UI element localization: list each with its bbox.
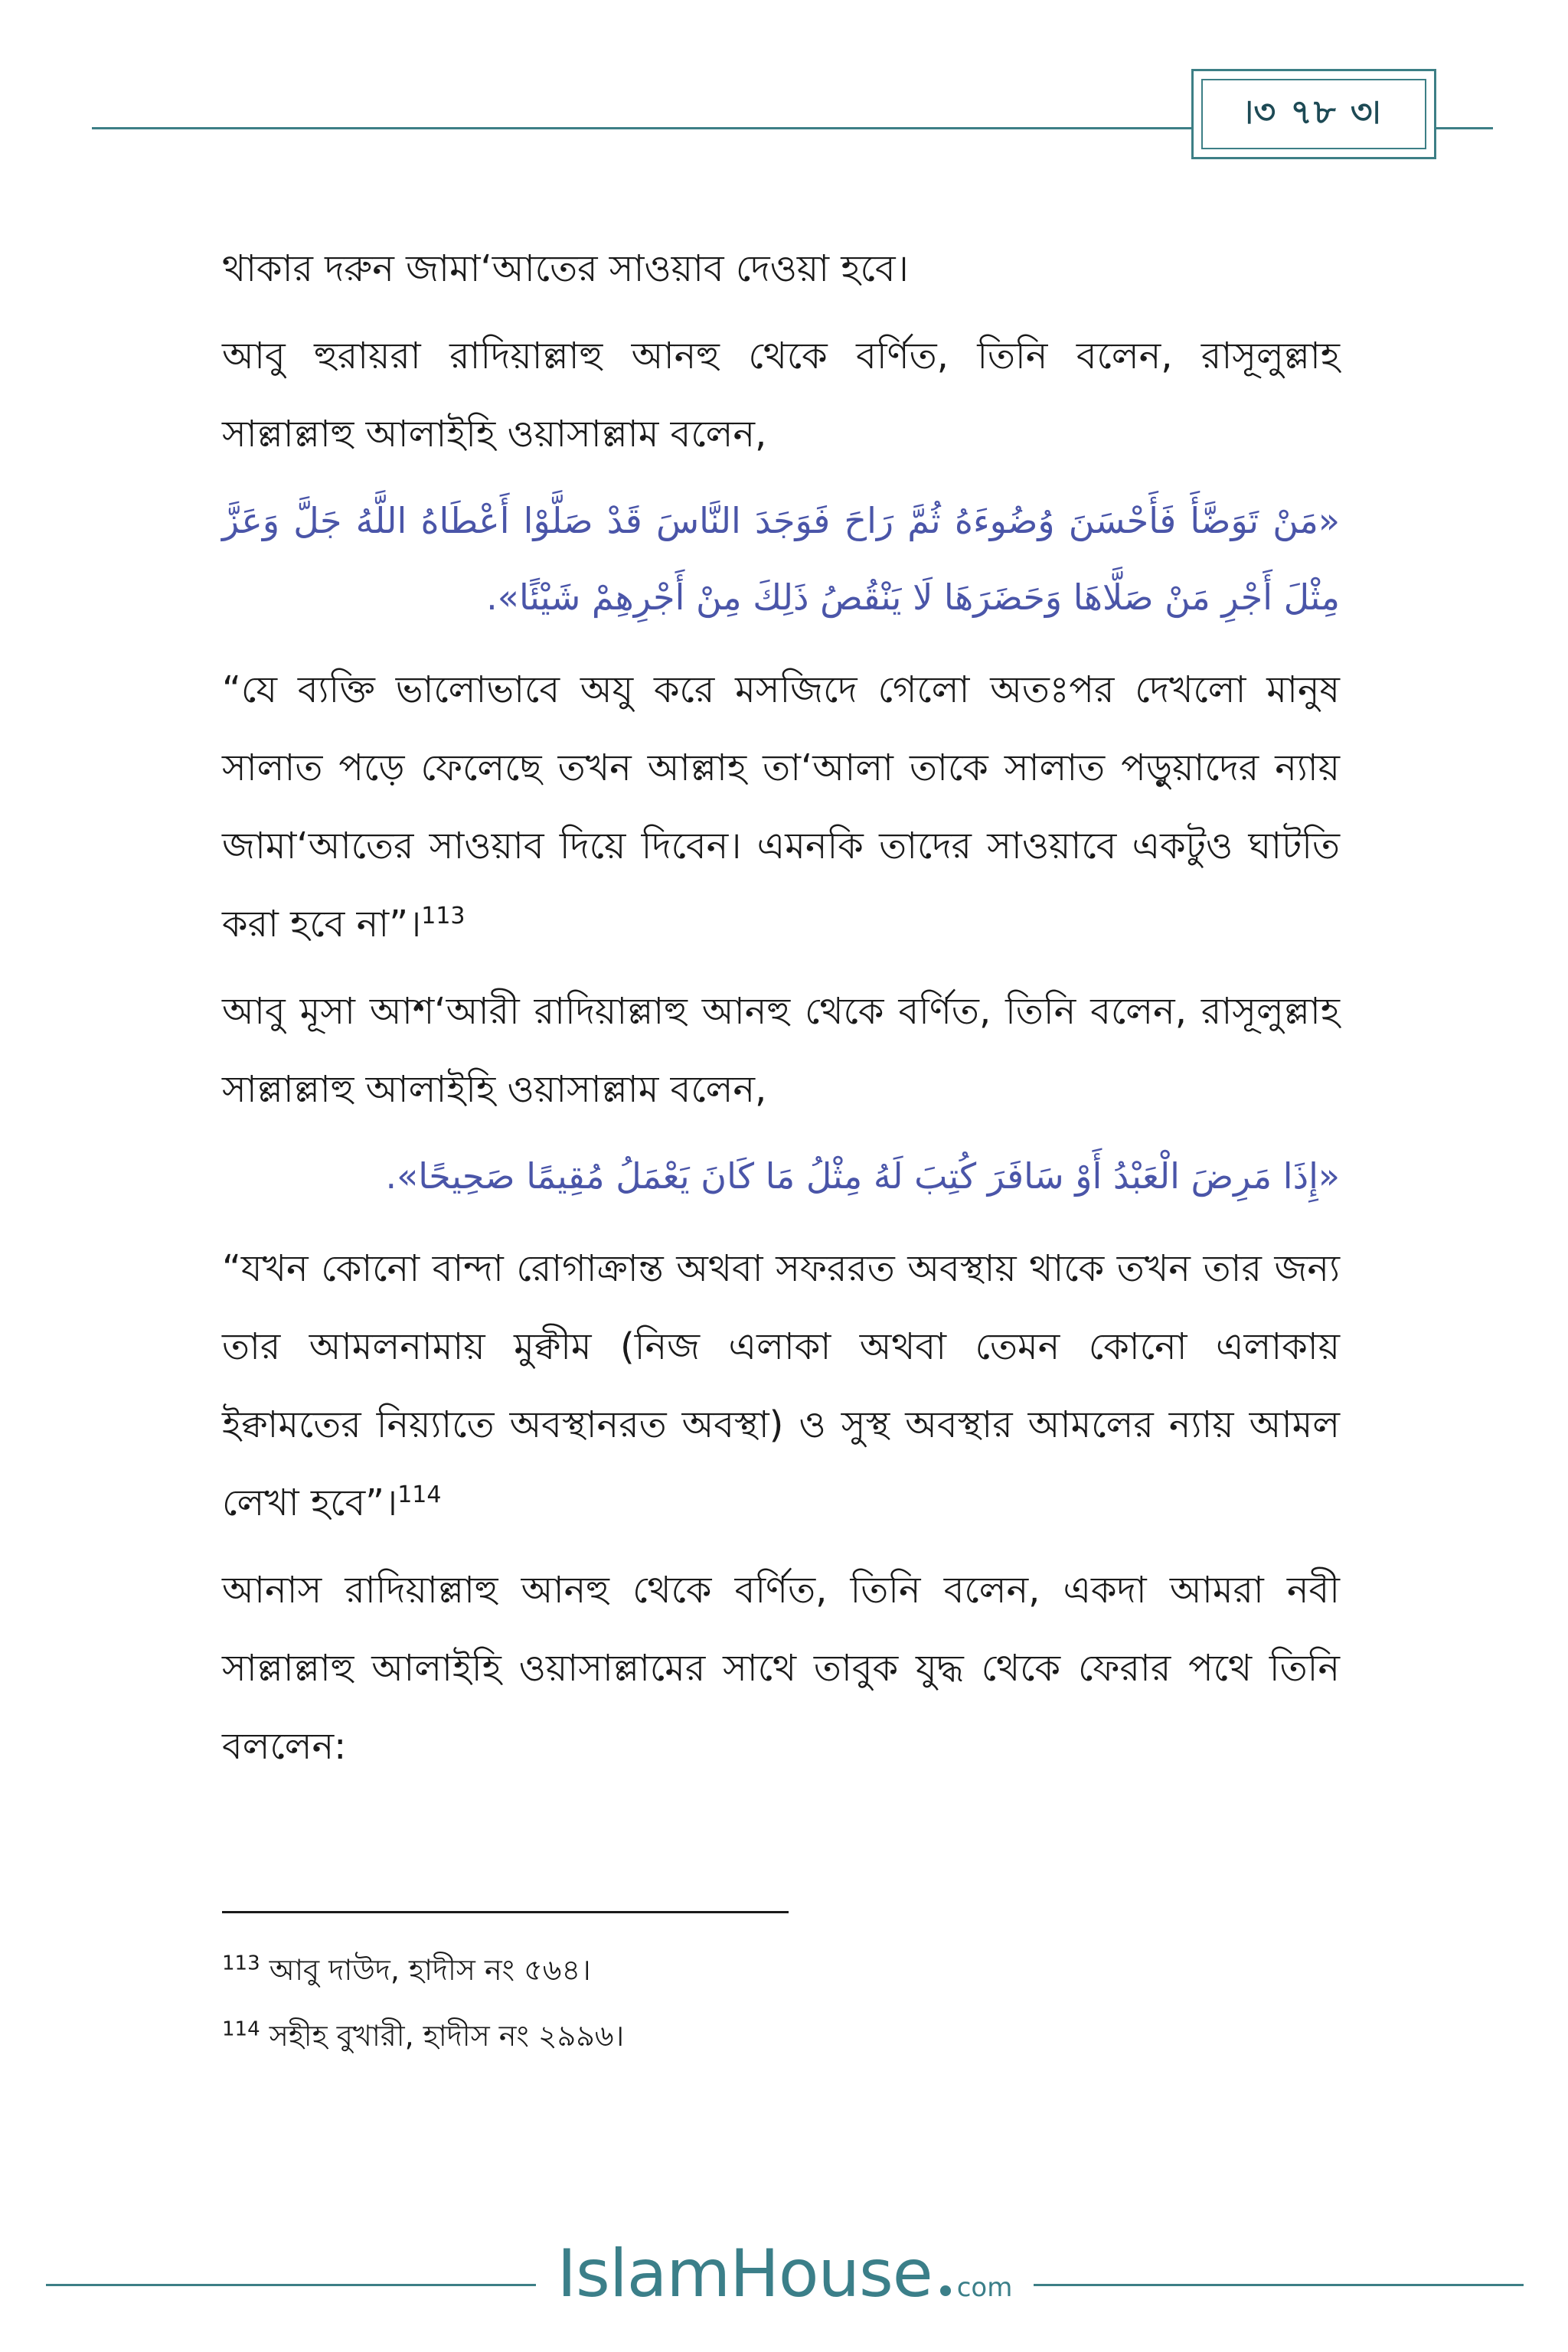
- page-number-box: [1191, 69, 1436, 159]
- paragraph-continuation: থাকার দরুন জামা‘আতের সাওয়াব দেওয়া হবে।: [222, 247, 909, 290]
- footer-rule-left: [46, 2284, 536, 2286]
- footer-logo: [547, 2236, 1022, 2328]
- translation-hadith-2-text: “যখন কোনো বান্দা রোগাক্রান্ত অথবা সফররত অবস্থায় থাকে তখন তার জন্য তার আমলনামায় মুক্বীম (নিজ এলাকা অথবা তেমন কোনো এলাকায় ইক্বামতের নিয়্যাতে অবস্থানরত অবস্থা) ও সুস্থ অবস্থার আমলের ন্যায় আমল লেখা হবে”।: [222, 1247, 1340, 1524]
- footnote-text: আবু দাউদ, হাদীস নং ৫৬৪।: [269, 1953, 591, 1987]
- footnote-separator: [222, 1911, 789, 1913]
- arabic-hadith-1: «مَنْ تَوَضَّأَ فَأَحْسَنَ وُضُوءَهُ ثُمَّ رَاحَ فَوَجَدَ النَّاسَ قَدْ صَلَّوْا أَعْطَاهُ اللَّهُ جَلَّ وَعَزَّ مِثْلَ أَجْرِ مَنْ صَلَّاهَا وَحَضَرَهَا لَا يَنْقُصُ ذَلِكَ مِنْ أَجْرِهِمْ شَيْئًا».: [222, 500, 1340, 618]
- brand-tld: com: [956, 2272, 1013, 2303]
- brand-dot-icon: [940, 2285, 951, 2296]
- footnote-number: 114: [222, 2017, 260, 2041]
- translation-hadith-2: [222, 1230, 1340, 1542]
- page-content: [222, 230, 1340, 1795]
- brand-name: IslamHouse: [557, 2236, 933, 2312]
- footer-rule-right: [1034, 2284, 1524, 2286]
- footnote-ref-113[interactable]: 113: [421, 903, 466, 929]
- arabic-hadith-2: «إِذَا مَرِضَ الْعَبْدُ أَوْ سَافَرَ كُتِبَ لَهُ مِثْلُ مَا كَانَ يَعْمَلُ مُقِيمًا صَحِيحًا».: [385, 1155, 1340, 1197]
- footnotes: [222, 1937, 1340, 2069]
- footnote-text: সহীহ বুখারী, হাদীস নং ২৯৯৬।: [269, 2019, 625, 2053]
- paragraph-narration-anas: আনাস রাদিয়াল্লাহু আনহু থেকে বর্ণিত, তিনি বলেন, একদা আমরা নবী সাল্লাল্লাহু আলাইহি ওয়াসাল্লামের সাথে তাবুক যুদ্ধ থেকে ফেরার পথে তিনি বললেন:: [222, 1569, 1340, 1768]
- page-number: ৷৩ ৭৮ ৩৷: [1246, 92, 1381, 132]
- footnote-113: [222, 1937, 1340, 2003]
- footnote-114: [222, 2003, 1340, 2069]
- paragraph-narration-abu-hurairah: আবু হুরায়রা রাদিয়াল্লাহু আনহু থেকে বর্ণিত, তিনি বলেন, রাসূলুল্লাহ সাল্লাল্লাহু আলাইহি ওয়াসাল্লাম বলেন,: [222, 335, 1340, 456]
- footnote-ref-114[interactable]: 114: [397, 1481, 442, 1508]
- translation-hadith-1: [222, 651, 1340, 963]
- paragraph-narration-abu-musa: আবু মূসা আশ‘আরী রাদিয়াল্লাহু আনহু থেকে বর্ণিত, তিনি বলেন, রাসূলুল্লাহ সাল্লাল্লাহু আলাইহি ওয়াসাল্লাম বলেন,: [222, 990, 1340, 1111]
- translation-hadith-1-text: “যে ব্যক্তি ভালোভাবে অযু করে মসজিদে গেলো অতঃপর দেখলো মানুষ সালাত পড়ে ফেলেছে তখন আল্লাহ তা‘আলা তাকে সালাত পড়ুয়াদের ন্যায় জামা‘আতের সাওয়াব দিয়ে দিবেন। এমনকি তাদের সাওয়াবে একটুও ঘাটতি করা হবে না”।: [222, 668, 1340, 946]
- footnote-number: 113: [222, 1952, 260, 1975]
